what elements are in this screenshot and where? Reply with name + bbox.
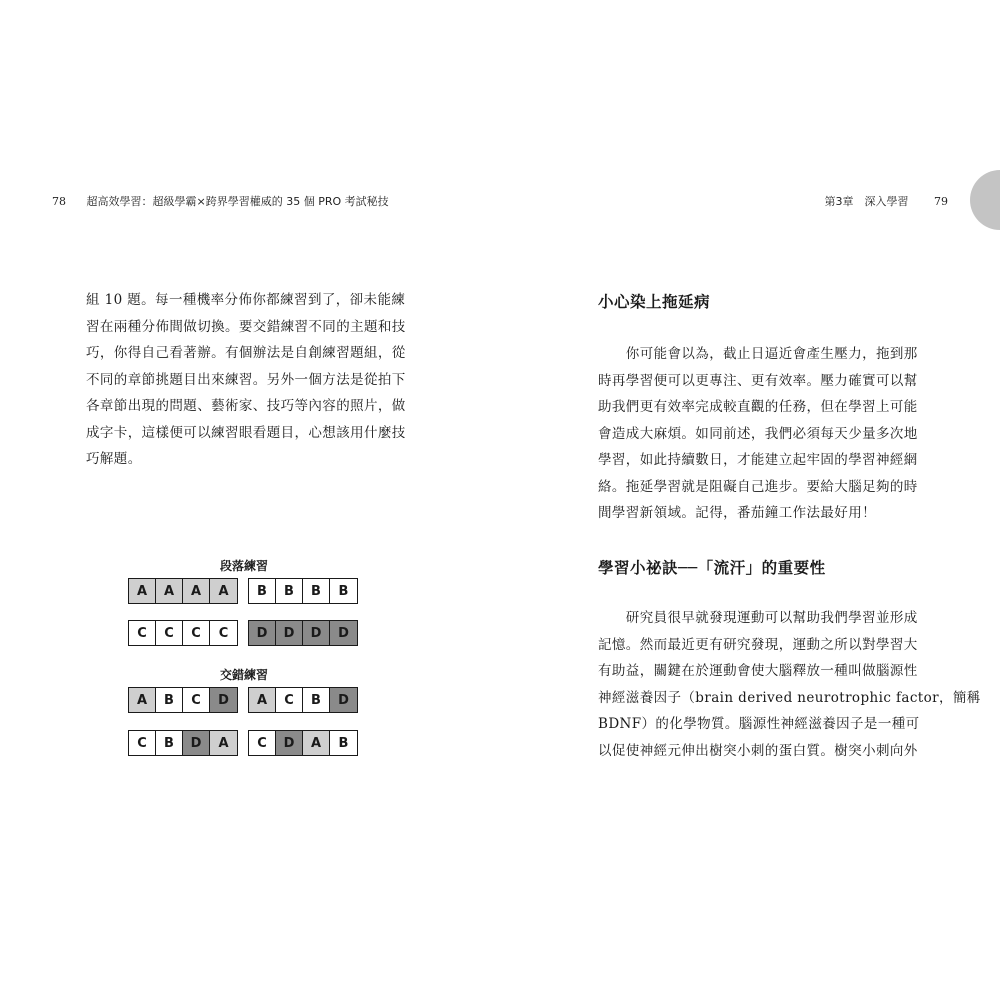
- block-cell: C: [183, 621, 210, 645]
- text-line: 不同的章節挑題目出來練習。另外一個方法是從拍下: [86, 371, 406, 388]
- text-line: 記憶。然而最近更有研究發現，運動之所以對學習大: [598, 636, 918, 653]
- left-running-header: [52, 193, 389, 209]
- block-cell: A: [129, 688, 156, 712]
- text-line: 會造成大麻煩。如同前述，我們必須每天少量多次地: [598, 425, 918, 442]
- block-cell: B: [303, 688, 330, 712]
- right-body-paragraph-1: [598, 341, 918, 527]
- block-cell: C: [156, 621, 183, 645]
- block-cell: B: [330, 731, 357, 755]
- interleaved-block: [248, 687, 358, 713]
- block-cell: D: [249, 621, 276, 645]
- block-cell: C: [129, 621, 156, 645]
- blocked-block: [248, 620, 358, 646]
- interleaved-block: [248, 730, 358, 756]
- block-cell: A: [183, 579, 210, 603]
- text-line: 絡。拖延學習就是阻礙自己進步。要給大腦足夠的時: [598, 478, 918, 495]
- block-cell: C: [249, 731, 276, 755]
- block-cell: D: [330, 621, 357, 645]
- interleaved-block: [128, 730, 238, 756]
- block-cell: D: [330, 688, 357, 712]
- text-line: BDNF）的化學物質。腦源性神經滋養因子是一種可: [598, 716, 920, 732]
- blocked-block: [128, 620, 238, 646]
- block-cell: D: [210, 688, 237, 712]
- block-cell: A: [156, 579, 183, 603]
- left-body-paragraph: [86, 287, 406, 473]
- block-cell: C: [129, 731, 156, 755]
- text-line: 有助益，關鍵在於運動會使大腦釋放一種叫做腦源性: [598, 663, 918, 679]
- block-cell: D: [276, 731, 303, 755]
- text-line: 成字卡，這樣便可以練習眼看題目，心想該用什麼技: [86, 424, 406, 441]
- text-line: 學習，如此持續數日，才能建立起牢固的學習神經網: [598, 452, 918, 468]
- block-cell: A: [303, 731, 330, 755]
- block-cell: C: [210, 621, 237, 645]
- blocked-block: [248, 578, 358, 604]
- text-line: 間學習新領域。記得，番茄鐘工作法最好用！: [598, 505, 876, 521]
- text-line: 神經滋養因子（brain derived neurotrophic factor，簡稱: [598, 689, 981, 706]
- text-line: 你可能會以為，截止日逼近會產生壓力，拖到那: [598, 346, 918, 362]
- block-cell: A: [210, 731, 237, 755]
- block-cell: B: [156, 688, 183, 712]
- right-running-header: [825, 193, 949, 209]
- block-cell: A: [249, 688, 276, 712]
- text-line: 巧解題。: [86, 451, 142, 467]
- text-line: 時再學習便可以更專注、更有效率。壓力確實可以幫: [598, 372, 918, 389]
- text-line: 巧，你得自己看著辦。有個辦法是自創練習題組，從: [86, 345, 406, 361]
- block-cell: C: [276, 688, 303, 712]
- block-cell: D: [276, 621, 303, 645]
- section-heading-procrastination: 小心染上拖延病: [598, 293, 711, 311]
- text-line: 研究員很早就發現運動可以幫助我們學習並形成: [598, 610, 918, 626]
- right-page-number: 79: [934, 195, 948, 208]
- text-line: 組 10 題。每一種機率分佈你都練習到了，卻未能練: [86, 292, 406, 308]
- text-line: 各章節出現的問題、藝術家、技巧等內容的照片，做: [86, 398, 406, 414]
- right-body-paragraph-2: [598, 605, 981, 764]
- left-page-number: 78: [52, 195, 66, 208]
- block-cell: B: [156, 731, 183, 755]
- text-line: 以促使神經元伸出樹突小刺的蛋白質。樹突小刺向外: [598, 742, 918, 759]
- chapter-thumb-tab: [970, 170, 1000, 230]
- block-cell: A: [210, 579, 237, 603]
- section-heading-learning-tip: 學習小祕訣──「流汗」的重要性: [598, 559, 826, 577]
- blocked-practice-title: 段落練習: [219, 559, 268, 573]
- block-cell: D: [303, 621, 330, 645]
- block-cell: B: [276, 579, 303, 603]
- interleaved-block: [128, 687, 238, 713]
- block-cell: D: [183, 731, 210, 755]
- block-cell: B: [330, 579, 357, 603]
- book-title: 超高效學習：超級學霸×跨界學習權威的 35 個 PRO 考試秘技: [86, 195, 389, 208]
- chapter-title: 第3章 深入學習: [824, 195, 909, 208]
- block-cell: B: [303, 579, 330, 603]
- block-cell: C: [183, 688, 210, 712]
- block-cell: A: [129, 579, 156, 603]
- blocked-block: [128, 578, 238, 604]
- interleaved-practice-title: 交錯練習: [219, 668, 268, 682]
- text-line: 習在兩種分佈間做切換。要交錯練習不同的主題和技: [86, 318, 406, 335]
- block-cell: B: [249, 579, 276, 603]
- text-line: 助我們更有效率完成較直觀的任務，但在學習上可能: [598, 399, 918, 415]
